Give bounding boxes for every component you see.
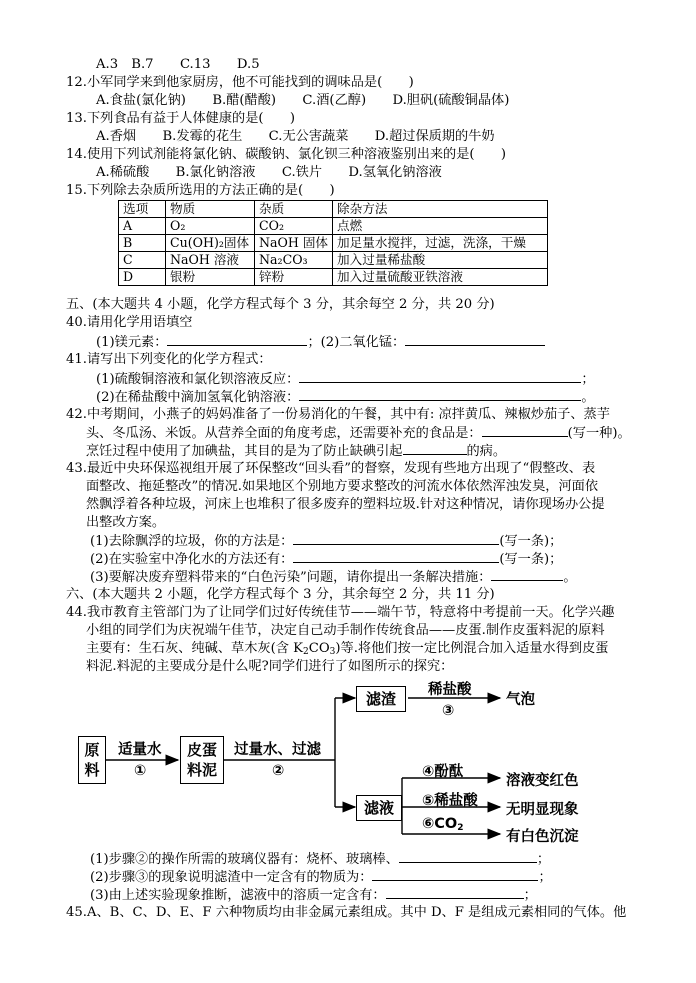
q43-line3: 然飘浮着各种垃圾，河床上也堆积了很多废弃的塑料垃圾.针对这种情况，请你现场办公提	[86, 497, 605, 512]
q42-line3-end: 的病。	[466, 444, 507, 459]
q43-part1-label: (1)去除飘浮的垃圾，你的方法是：	[90, 534, 294, 549]
label-phenolphthalein: ④酚酞	[422, 764, 464, 780]
table-cell: 加足量水搅拌，过滤，洗涤，干燥	[333, 235, 548, 252]
box-filtrate: 滤液	[356, 795, 402, 821]
table-header-cell: 杂质	[255, 201, 333, 218]
q42-line2-text: 头、冬瓜汤、米饭。从营养全面的角度考虑，还需要补充的食品是：	[86, 426, 482, 441]
q42-line2-end: (写一种)。	[567, 426, 631, 441]
q14-options: A.稀硫酸 B.氯化钠溶液 C.铁片 D.氢氧化钠溶液	[96, 165, 442, 180]
q15-stem: 15.下列除去杂质所选用的方法正确的是( )	[66, 183, 335, 198]
table-cell: 加入过量硫酸亚铁溶液	[333, 269, 548, 286]
q43-line2: 面整改、拖延整改”的情况.如果地区个别地方要求整改的河流水体依然浑浊发臭，河面依	[86, 479, 599, 494]
q12-stem: 12.小军同学来到他家厨房，他不可能找到的调味品是( )	[66, 75, 414, 90]
table-cell: 加入过量稀盐酸	[333, 252, 548, 269]
q40-part1-label: (1)镁元素：	[96, 335, 168, 350]
table-cell: NaOH 溶液	[166, 252, 255, 269]
co2-text: ⑥CO	[422, 816, 458, 832]
q43-part3-end: 。	[563, 570, 577, 585]
table-header-cell: 选项	[119, 201, 166, 218]
q41-part1-label: (1)硫酸铜溶液和氯化钡溶液反应：	[96, 372, 300, 387]
label-hcl5: ⑤稀盐酸	[422, 793, 478, 809]
q45-line1: 45.A、B、C、D、E、F 六种物质均由非金属元素组成。其中 D、F 是组成元素相同的气体。他	[66, 905, 627, 920]
q42-line1: 42.中考期间，小燕子的妈妈准备了一份易消化的午餐，其中有: 凉拌黄瓜、辣椒炒茄子、蒸芋	[66, 407, 610, 422]
q43-part2-end: (写一条)；	[499, 552, 563, 567]
q44-part2	[90, 868, 552, 886]
section-5-heading: 五、(本大题共 4 小题，化学方程式每个 3 分，其余每空 2 分，共 20 分)	[66, 297, 495, 312]
table-cell: C	[119, 252, 166, 269]
punct: 。	[581, 390, 595, 405]
q14-stem: 14.使用下列试剂能将氯化钠、碳酸钠、氯化钡三种溶液鉴别出来的是( )	[66, 147, 507, 162]
label-white-precipitate: 有白色沉淀	[506, 829, 579, 845]
q43-part2-label: (2)在实验室中净化水的方法还有：	[90, 552, 294, 567]
q41-part2-label: (2)在稀盐酸中滴加氢氧化钠溶液：	[96, 390, 300, 405]
q44-line3-text: )等.将他们按一定比例混合加入适量水得到皮蛋	[335, 641, 609, 656]
q40-stem: 40.请用化学用语填空	[66, 315, 193, 330]
label-no-change: 无明显现象	[506, 802, 579, 818]
q43-part1-end: (写一条)；	[499, 534, 563, 549]
answer-blank[interactable]	[399, 850, 537, 863]
q44-line2: 小组的同学们为庆祝端午佳节，决定自己动手制作传统食品——皮蛋.制作皮蛋料泥的原料	[86, 623, 605, 638]
q13-stem: 13.下列食品有益于人体健康的是( )	[66, 111, 296, 126]
label-bubble: 气泡	[506, 692, 535, 708]
q42-line3-text: 烹饪过程中使用了加碘盐，其目的是为了防止缺碘引起	[86, 444, 403, 459]
label-step3: ③	[442, 703, 455, 719]
label-hcl-top: 稀盐酸	[428, 682, 472, 698]
q13-options: A.香烟 B.发霉的花生 C.无公害蔬菜 D.超过保质期的牛奶	[96, 129, 495, 144]
table-cell: Na₂CO₃	[255, 252, 333, 269]
table-cell: 点燃	[333, 218, 548, 235]
label-filter: 过量水、过滤	[234, 742, 321, 758]
q44-line3-text: 主要有：生石灰、纯碱、草木灰(含 K	[86, 641, 303, 656]
q12-options: A.食盐(氯化钠) B.醋(醋酸) C.酒(乙醇) D.胆矾(硫酸铜晶体)	[96, 93, 510, 108]
label-co2	[422, 816, 464, 833]
subscript: 2	[303, 647, 309, 657]
section-6-heading: 六、(本大题共 2 小题，化学方程式每个 3 分，其余每空 2 分，共 11 分)	[66, 587, 495, 602]
box-preserved-egg-mud: 皮蛋 料泥	[180, 736, 224, 784]
table-cell: B	[119, 235, 166, 252]
label-water: 适量水	[118, 742, 162, 758]
q44-line3-text: CO	[308, 641, 330, 656]
label-red: 溶液变红色	[506, 773, 579, 789]
answer-blank[interactable]	[386, 886, 524, 899]
q44-part1-label: (1)步骤②的操作所需的玻璃仪器有：烧杯、玻璃棒、	[90, 852, 399, 867]
table-cell: 锌粉	[255, 269, 333, 286]
q44-part1-end: ；	[536, 852, 550, 867]
q44-part3-end: ；	[523, 888, 537, 903]
table-cell: O₂	[166, 218, 255, 235]
punct: ；	[581, 372, 595, 387]
table-header-cell: 物质	[166, 201, 255, 218]
q44-part3-label: (3)由上述实验现象推断，滤液中的溶质一定含有：	[90, 888, 386, 903]
table-cell: CO₂	[255, 218, 333, 235]
subscript: 2	[457, 823, 464, 833]
q43-line4: 出整改方案。	[86, 515, 166, 530]
table-cell: NaOH 固体	[255, 235, 333, 252]
q44-part2-end: ；	[538, 870, 552, 885]
box-raw-material: 原 料	[78, 736, 106, 784]
q44-part1	[90, 850, 550, 868]
subscript: 3	[329, 647, 336, 657]
table-cell: A	[119, 218, 166, 235]
table-header-cell: 除杂方法	[333, 201, 548, 218]
q44-part2-label: (2)步骤③的现象说明滤渣中一定含有的物质为：	[90, 870, 373, 885]
table-cell: Cu(OH)₂固体	[166, 235, 255, 252]
label-step2: ②	[272, 763, 285, 779]
box-residue: 滤渣	[356, 686, 406, 712]
q44-part3	[90, 886, 537, 904]
label-step1: ①	[134, 763, 147, 779]
q44-line4: 料泥.料泥的主要成分是什么呢?同学们进行了如图所示的探究：	[86, 659, 454, 674]
q43-line1: 43.最近中央环保巡视组开展了环保整改“回头看”的督察，发现有些地方出现了“假整改、表	[66, 461, 596, 476]
q43-part3-label: (3)要解决废弃塑料带来的“白色污染”问题，请你提出一条解决措施：	[90, 570, 492, 585]
q41-stem: 41.请写出下列变化的化学方程式：	[66, 352, 272, 367]
table-cell: D	[119, 269, 166, 286]
q40-part2-label: ；(2)二氧化锰：	[307, 335, 406, 350]
answer-blank[interactable]	[372, 868, 538, 881]
table-cell: 银粉	[166, 269, 255, 286]
q11-options: A.3 B.7 C.13 D.5	[96, 57, 260, 72]
q44-line1: 44.我市教育主管部门为了让同学们过好传统佳节——端午节，特意将中考提前一天。化学兴趣	[66, 605, 615, 620]
